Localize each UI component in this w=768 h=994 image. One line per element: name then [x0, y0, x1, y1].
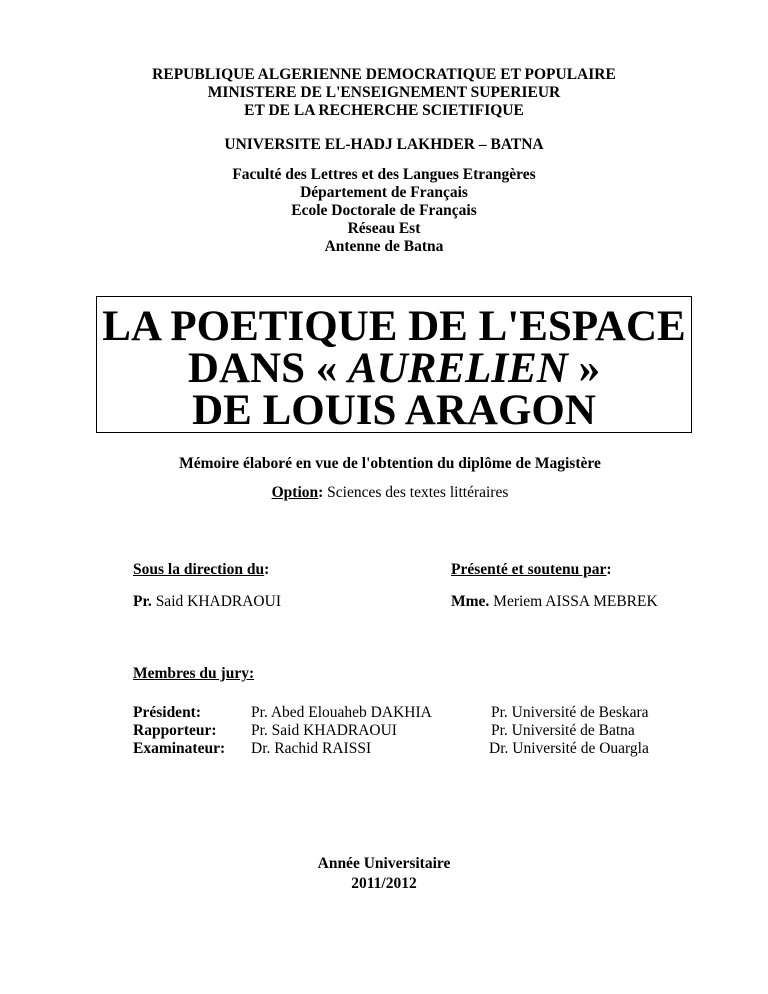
- republic-header: [0, 66, 768, 120]
- faculty-line-1: Faculté des Lettres et des Langues Etrangères: [232, 166, 536, 183]
- supervisor-name: Said KHADRAOUI: [151, 593, 281, 610]
- jury-role: Président:: [133, 704, 202, 721]
- header-line-2: MINISTERE DE L'ENSEIGNEMENT SUPERIEUR: [207, 84, 561, 101]
- presente-label: Présenté et soutenu par: [451, 561, 607, 578]
- title-line-2-suffix: »: [567, 345, 601, 392]
- jury-row: [133, 722, 693, 740]
- option-value: Sciences des textes littéraires: [323, 484, 509, 501]
- option-colon: :: [318, 484, 324, 501]
- faculty-block: [0, 166, 768, 256]
- faculty-line-4: Réseau Est: [347, 220, 421, 237]
- faculty-line-2: Département de Français: [300, 184, 468, 201]
- header-line-1: REPUBLIQUE ALGERIENNE DEMOCRATIQUE ET POPULAIRE: [152, 66, 616, 83]
- faculty-line-5: Antenne de Batna: [324, 238, 444, 255]
- presente-heading: [451, 561, 612, 579]
- jury-role: Rapporteur:: [133, 722, 217, 739]
- direction-heading: [133, 561, 269, 579]
- jury-row: [133, 704, 693, 722]
- title-line-2-prefix: DANS «: [187, 345, 348, 392]
- title-novel-name: AURELIEN: [347, 345, 568, 392]
- jury-row: [133, 740, 693, 758]
- option-line: [6, 484, 768, 502]
- title-line-2: [97, 345, 691, 392]
- option-label: Option: [271, 484, 319, 501]
- direction-colon: :: [264, 561, 270, 578]
- memoire-purpose: Mémoire élaboré en vue de l'obtention du diplôme de Magistère: [179, 455, 601, 472]
- title-line-3: DE LOUIS ARAGON: [192, 387, 596, 434]
- university-name: UNIVERSITE EL-HADJ LAKHDER – BATNA: [224, 136, 544, 153]
- title-line-1: LA POETIQUE DE L'ESPACE: [102, 303, 686, 350]
- jury-member-name: Pr. Abed Elouaheb DAKHIA: [251, 704, 432, 721]
- jury-member-name: Pr. Said KHADRAOUI: [251, 722, 397, 739]
- year-value: 2011/2012: [351, 875, 417, 892]
- year-label: Année Universitaire: [317, 855, 451, 872]
- academic-year: [0, 854, 768, 894]
- jury-member-name: Dr. Rachid RAISSI: [251, 740, 372, 757]
- thesis-title-box: [96, 296, 692, 433]
- candidate-name: Meriem AISSA MEBREK: [489, 593, 658, 610]
- supervisor: [133, 593, 281, 611]
- presente-colon: :: [606, 561, 612, 578]
- jury-institution: Pr. Université de Batna: [491, 722, 635, 739]
- candidate-title: Mme.: [451, 593, 490, 610]
- candidate: [451, 593, 658, 611]
- faculty-line-3: Ecole Doctorale de Français: [291, 202, 477, 219]
- jury-heading: Membres du jury:: [133, 665, 255, 682]
- header-line-3: ET DE LA RECHERCHE SCIETIFIQUE: [244, 102, 524, 119]
- jury-role: Examinateur:: [133, 740, 226, 757]
- jury-institution: Dr. Université de Ouargla: [489, 740, 649, 757]
- jury-list: [133, 704, 693, 764]
- direction-label: Sous la direction du: [133, 561, 265, 578]
- supervisor-title: Pr.: [133, 593, 152, 610]
- jury-institution: Pr. Université de Beskara: [491, 704, 649, 721]
